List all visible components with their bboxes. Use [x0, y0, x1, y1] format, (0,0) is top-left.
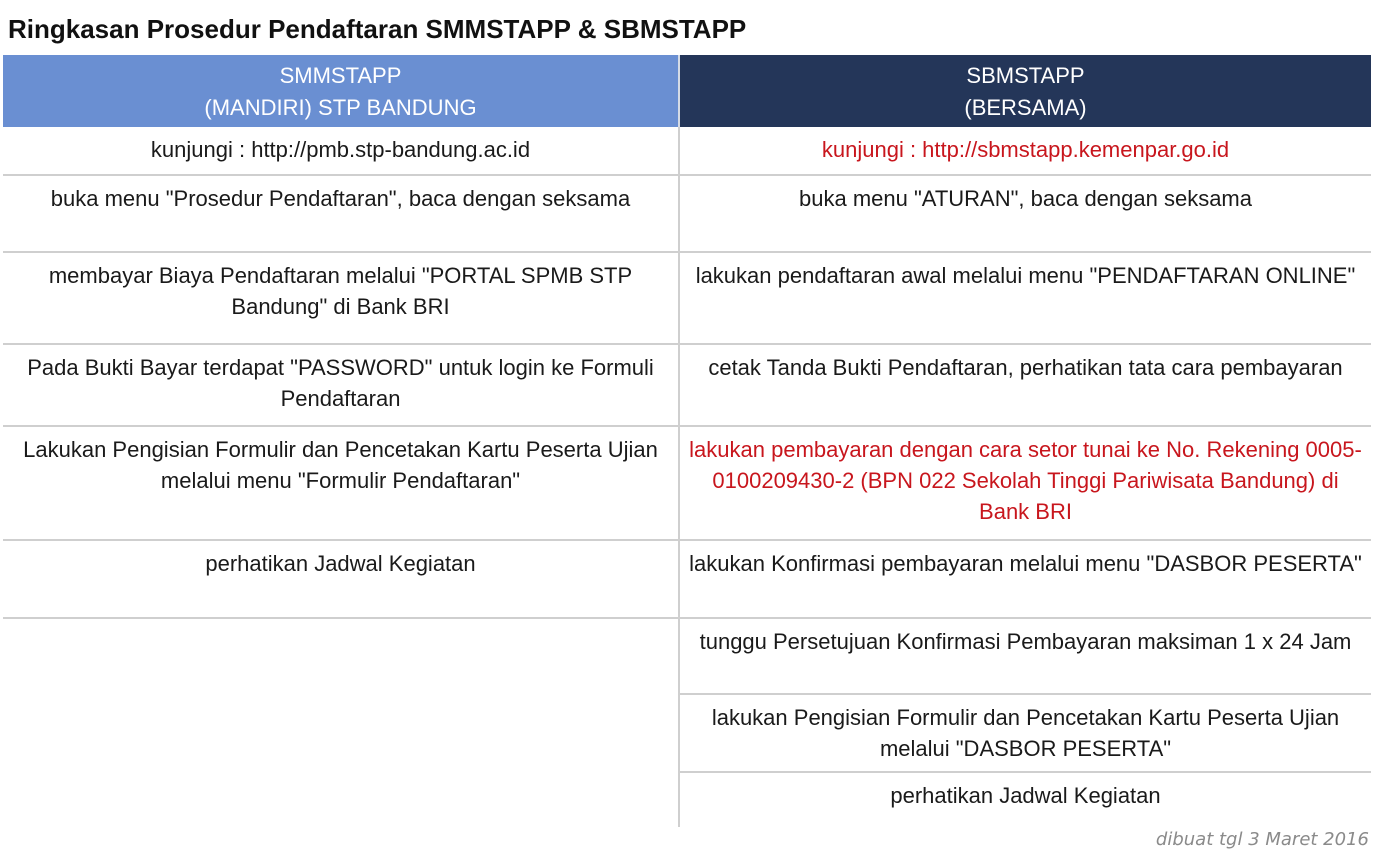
table-cell-right: lakukan pendaftaran awal melalui menu "PENDAFTARAN ONLINE" — [680, 253, 1371, 345]
table-cell-left — [3, 619, 680, 695]
table-cell-right: lakukan Konfirmasi pembayaran melalui menu "DASBOR PESERTA" — [680, 541, 1371, 619]
table-row — [3, 345, 1371, 427]
table-row — [3, 695, 1371, 773]
table-cell-right: perhatikan Jadwal Kegiatan — [890, 783, 1161, 808]
header-smmstapp — [3, 55, 680, 127]
table-row — [3, 176, 1371, 253]
table-cell-left: perhatikan Jadwal Kegiatan — [3, 541, 680, 619]
table-cell-left: kunjungi : http://pmb.stp-bandung.ac.id — [3, 127, 680, 176]
table-cell-right: lakukan pembayaran dengan cara setor tunai ke No. Rekening 0005-0100209430-2 (BPN 022 Sekolah Tinggi Pariwisata Bandung) di Bank BRI — [680, 427, 1371, 541]
header-sbmstapp — [680, 55, 1371, 127]
table-cell-left — [3, 695, 680, 773]
table-cell-right: lakukan Pengisian Formulir dan Pencetakan Kartu Peserta Ujian melalui "DASBOR PESERTA" — [680, 695, 1371, 773]
table-row — [3, 127, 1371, 176]
page-title: Ringkasan Prosedur Pendaftaran SMMSTAPP & SBMSTAPP — [8, 14, 747, 44]
header-sbmstapp-line1: SBMSTAPP — [966, 63, 1085, 88]
table-row — [3, 619, 1371, 695]
header-smmstapp-line1: SMMSTAPP — [279, 63, 402, 88]
table-cell-right: cetak Tanda Bukti Pendaftaran, perhatikan tata cara pembayaran — [680, 345, 1371, 427]
table-row — [3, 427, 1371, 541]
table-cell-right: kunjungi : http://sbmstapp.kemenpar.go.id — [680, 127, 1371, 176]
procedure-table — [3, 55, 1371, 827]
header-smmstapp-line2: (MANDIRI) STP BANDUNG — [204, 95, 477, 120]
header-sbmstapp-line2: (BERSAMA) — [964, 95, 1087, 120]
table-header-row — [3, 55, 1371, 127]
table-cell-left: Pada Bukti Bayar terdapat "PASSWORD" untuk login ke Formuli Pendaftaran — [3, 345, 680, 427]
table-row — [3, 541, 1371, 619]
footer-date-note: dibuat tgl 3 Maret 2016 — [1155, 829, 1369, 850]
table-cell-right: tunggu Persetujuan Konfirmasi Pembayaran maksiman 1 x 24 Jam — [680, 619, 1371, 695]
table-row — [3, 773, 1371, 827]
table-row — [3, 253, 1371, 345]
table-cell-left — [3, 773, 680, 827]
table-cell-left: membayar Biaya Pendaftaran melalui "PORTAL SPMB STP Bandung" di Bank BRI — [3, 253, 680, 345]
table-cell-left: Lakukan Pengisian Formulir dan Pencetakan Kartu Peserta Ujian melalui menu "Formulir Pendaftaran" — [3, 427, 680, 541]
table-cell-left: buka menu "Prosedur Pendaftaran", baca dengan seksama — [3, 176, 680, 253]
table-cell-right: buka menu "ATURAN", baca dengan seksama — [680, 176, 1371, 253]
